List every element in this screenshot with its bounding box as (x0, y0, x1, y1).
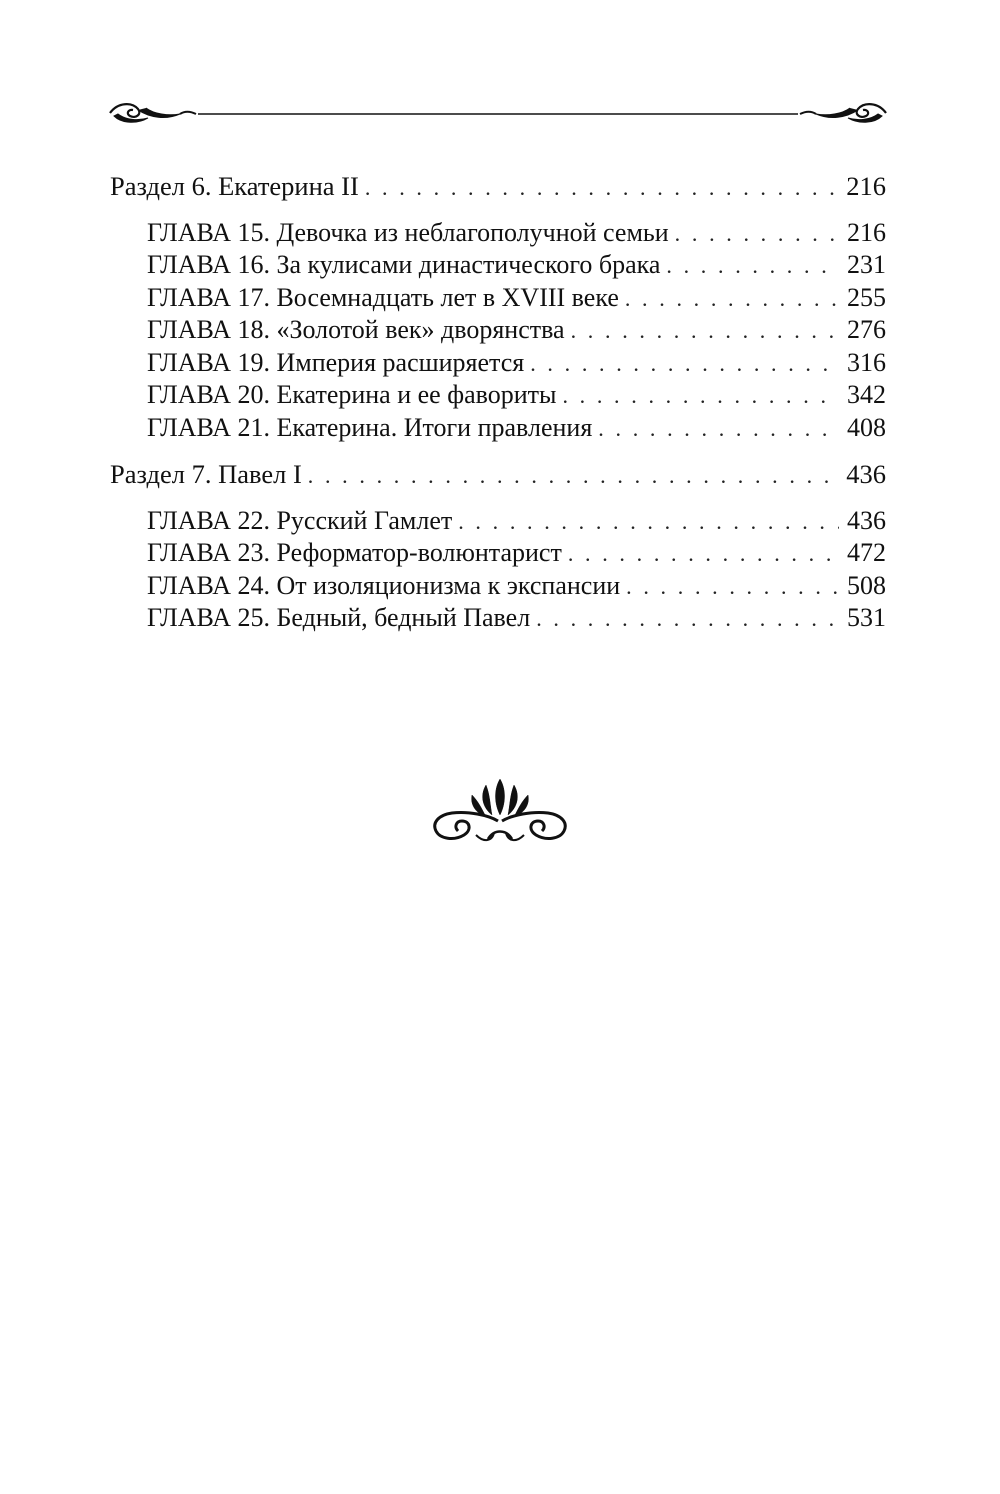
dot-leader (626, 571, 839, 604)
dot-leader (675, 218, 839, 251)
toc-section-row[interactable] (110, 170, 886, 203)
dot-leader (562, 380, 839, 413)
chapter-title: ГЛАВА 17. Восемнадцать лет в XVIII веке (147, 282, 619, 312)
chapter-title: ГЛАВА 19. Империя расширяется (147, 347, 525, 377)
toc-chapter-row[interactable] (110, 347, 886, 380)
page-number: 472 (847, 538, 886, 567)
dot-leader (530, 348, 839, 381)
spacer (110, 203, 886, 217)
chapter-title: ГЛАВА 22. Русский Гамлет (147, 505, 453, 535)
page-number: 276 (847, 315, 886, 344)
toc-chapter-row[interactable] (110, 505, 886, 538)
toc-chapter-row[interactable] (110, 570, 886, 603)
chapter-title: ГЛАВА 25. Бедный, бедный Павел (147, 603, 531, 632)
toc-chapter-row[interactable] (110, 314, 886, 347)
page-number: 255 (847, 282, 886, 312)
dot-leader (598, 413, 839, 446)
dot-leader (568, 538, 839, 571)
chapter-title: ГЛАВА 21. Екатерина. Итоги правления (147, 412, 593, 442)
dot-leader (308, 460, 838, 493)
toc-chapter-row[interactable] (110, 602, 886, 635)
dot-leader (666, 250, 839, 283)
header-ornamental-rule (108, 96, 888, 130)
dot-leader (365, 172, 838, 205)
page-number: 342 (847, 380, 886, 409)
spacer (110, 491, 886, 505)
page-number: 408 (847, 412, 886, 442)
section-title: Раздел 7. Павел I (110, 459, 302, 489)
chapter-title: ГЛАВА 16. За кулисами династического брака (147, 250, 661, 279)
table-of-contents (110, 170, 886, 635)
page-number: 436 (846, 459, 886, 489)
toc-section-row[interactable] (110, 458, 886, 491)
toc-chapter-row[interactable] (110, 537, 886, 570)
toc-chapter-row[interactable] (110, 379, 886, 412)
page-number: 531 (847, 603, 886, 632)
dot-leader (625, 283, 839, 316)
chapter-title: ГЛАВА 24. От изоляционизма к экспансии (147, 570, 621, 600)
chapter-title: ГЛАВА 20. Екатерина и ее фавориты (147, 380, 557, 409)
toc-chapter-row[interactable] (110, 249, 886, 282)
dot-leader (571, 315, 839, 348)
page-number: 231 (847, 250, 886, 279)
toc-chapter-row[interactable] (110, 412, 886, 445)
toc-chapter-row[interactable] (110, 217, 886, 250)
page-number: 216 (846, 171, 886, 201)
spacer (110, 444, 886, 458)
tailpiece-ornament (428, 775, 572, 847)
dot-leader (536, 603, 839, 636)
page-number: 216 (847, 217, 886, 247)
chapter-title: ГЛАВА 15. Девочка из неблагополучной семьи (147, 217, 669, 247)
page-number: 316 (847, 347, 886, 377)
chapter-title: ГЛАВА 23. Реформатор-волюнтарист (147, 538, 562, 567)
page-number: 508 (847, 570, 886, 600)
chapter-title: ГЛАВА 18. «Золотой век» дворянства (147, 315, 565, 344)
dot-leader (458, 506, 839, 539)
page-number: 436 (847, 505, 886, 535)
section-title: Раздел 6. Екатерина II (110, 171, 359, 201)
toc-chapter-row[interactable] (110, 282, 886, 315)
